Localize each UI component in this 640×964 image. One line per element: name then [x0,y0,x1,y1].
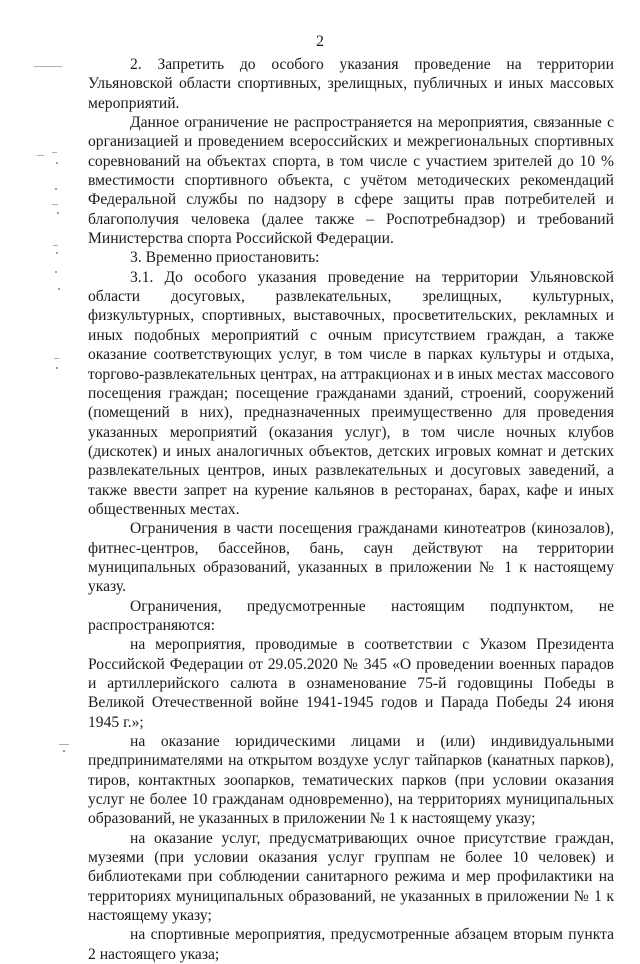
page-number: 2 [316,33,324,50]
paragraph-exception-parades: на мероприятия, проводимые в соответствии с Указом Президента Российской Федерации от 29.05.2020 № 345 «О проведении военных парадов и артиллерийского салюта в ознаменование 75-й годовщины Победы в Великой Отечественной войне 1941-1945 годов и Парада Победы 24 июня 1945 г.»; [88,636,614,731]
paragraph-sports-exception: Данное ограничение не распространяется на мероприятия, связанные с организацией и проведением всероссийских и межрегиональных спортивных соревнований на объектах спорта, в том числе с участием зрителей до 10 % вместимости спортивного объекта, с учётом методических рекомендаций Федеральной службы по надзору в сфере защиты прав потребителей и благополучия человека (далее также – Роспотребнадзор) и требований Министерства спорта Российской Федерации. [88,114,614,248]
paragraph-item-2: 2. Запретить до особого указания проведение на территории Ульяновской области спортивных, зрелищных, публичных и иных массовых мероприятий. [88,56,614,112]
paragraph-exception-sports: на спортивные мероприятия, предусмотренные абзацем вторым пункта 2 настоящего указа; [88,926,614,963]
document-body [88,55,614,964]
paragraph-item-3: 3. Временно приостановить: [130,249,320,267]
paragraph-exceptions-intro: Ограничения, предусмотренные настоящим подпунктом, не распространяются: [88,597,614,634]
paragraph-exception-museums: на оказание услуг, предусматривающих очное присутствие граждан, музеями (при условии оказания услуг группам не более 10 человек) и библиотеками при соблюдении санитарного режима и мер профилактики на территориях муниципальных образований, не указанных в приложении № 1 к настоящему указу; [88,829,614,925]
paragraph-item-3-1: 3.1. До особого указания проведение на территории Ульяновской области досуговых, развлекательных, зрелищных, культурных, физкультурных, спортивных, выставочных, просветительских, рекламных и иных подобных мероприятий с очным присутствием граждан, а также оказание соответствующих услуг, в том числе в парках культуры и отдыха, торгово-развлекательных центрах, на аттракционах и в иных местах массового посещения граждан; посещение гражданами зданий, строений, сооружений (помещений в них), предназначенных преимущественно для проведения указанных мероприятий (оказания услуг), в том числе ночных клубов (дискотек) и иных аналогичных объектов, детских игровых комнат и детских развлекательных центров, иных развлекательных и досуговых заведений, а также ввести запрет на курение кальянов в ресторанах, барах, кафе и иных общественных местах. [88,268,614,518]
paragraph-exception-outdoor-services: на оказание юридическими лицами и (или) индивидуальными предпринимателями на открытом воздухе услуг тайпарков (канатных парков), тиров, контактных зоопарков, тематических парков (при условии оказания услуг не более 10 гражданам одновременно), на территориях муниципальных образований, не указанных в приложении № 1 к настоящему указу; [88,733,614,828]
paragraph-cinema-restrictions: Ограничения в части посещения гражданами кинотеатров (кинозалов), фитнес-центров, бассейнов, бань, саун действуют на территории муниципальных образований, указанных в приложении № 1 к настоящему указу. [88,520,614,596]
